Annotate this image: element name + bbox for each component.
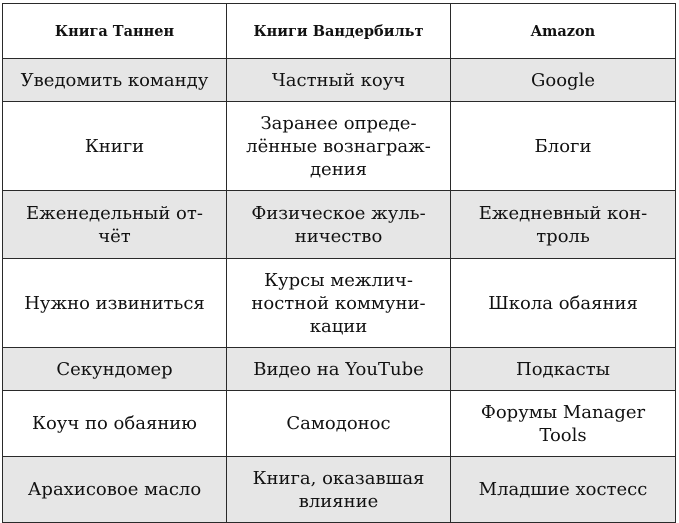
table-cell: Арахисовое масло [3,457,227,523]
table-row [3,259,676,348]
table-row [3,59,676,102]
table-row [3,391,676,457]
table-cell: Google [451,59,676,102]
table-cell: Уведомить команду [3,59,227,102]
table-cell: Книга, оказавшая влияние [227,457,451,523]
table-row [3,348,676,391]
table-cell: Коуч по обаянию [3,391,227,457]
table-cell: Нужно извиниться [3,259,227,348]
table-cell: Заранее определённые вознаграждения [227,102,451,191]
table-cell: Ежедневный контроль [451,191,676,259]
comparison-table [2,3,676,523]
table-cell: Видео на YouTube [227,348,451,391]
column-header: Книги Вандербильт [227,4,451,59]
table-cell: Еженедельный отчёт [3,191,227,259]
table-cell: Подкасты [451,348,676,391]
table-cell: Частный коуч [227,59,451,102]
table-cell: Самодонос [227,391,451,457]
table-row [3,102,676,191]
table-row [3,457,676,523]
table-cell: Младшие хостесс [451,457,676,523]
header-row [3,4,676,59]
column-header: Amazon [451,4,676,59]
table-cell: Форумы Manager Tools [451,391,676,457]
table-row [3,191,676,259]
table-cell: Книги [3,102,227,191]
table-cell: Школа обаяния [451,259,676,348]
table-cell: Курсы межличностной коммуникации [227,259,451,348]
column-header: Книга Таннен [3,4,227,59]
table-cell: Секундомер [3,348,227,391]
table-cell: Физическое жульничество [227,191,451,259]
table-cell: Блоги [451,102,676,191]
